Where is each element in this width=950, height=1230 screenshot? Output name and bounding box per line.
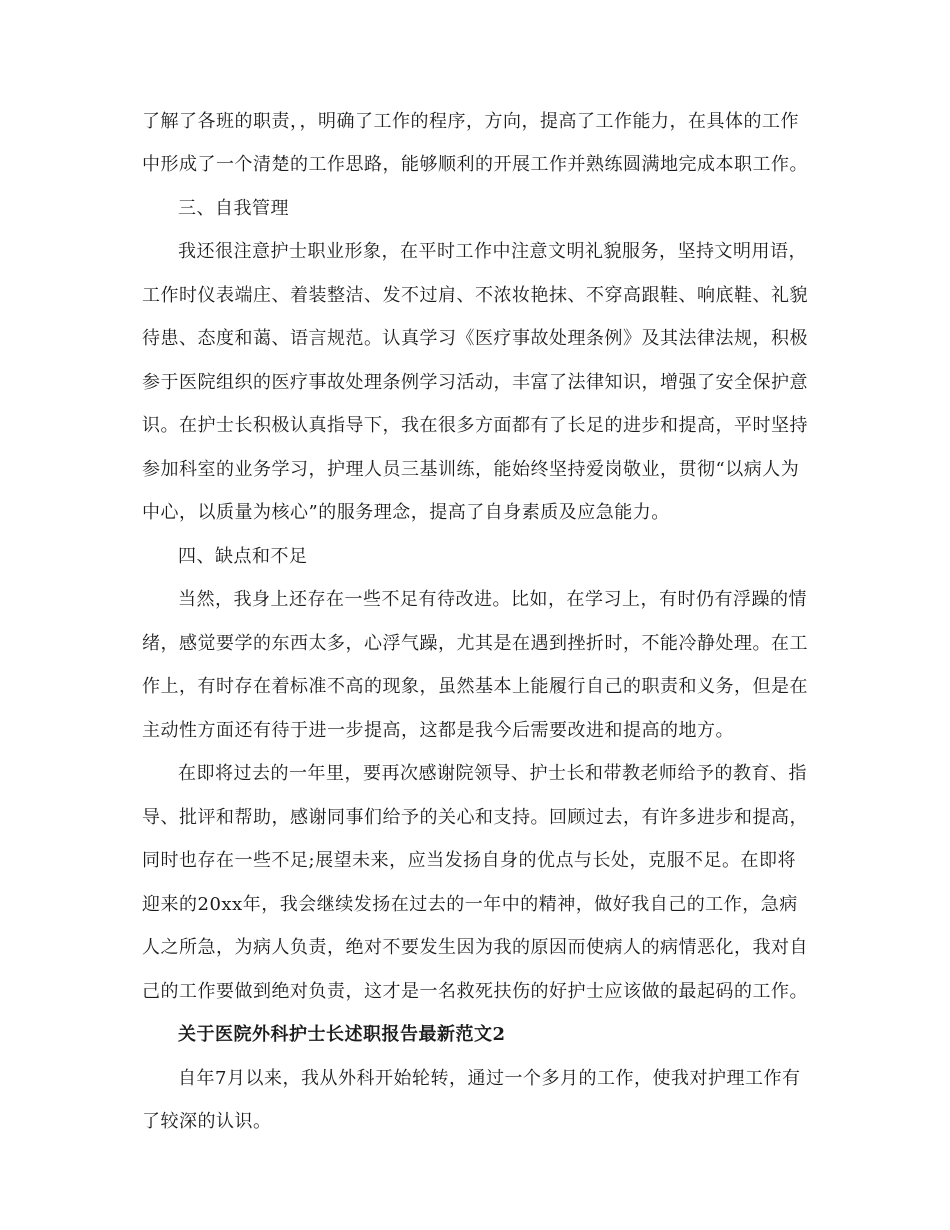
paragraph-line: 主动性方面还有待于进一步提高，这都是我今后需要改进和提高的地方。: [142, 720, 734, 741]
paragraph-line: 当然，我身上还存在一些不足有待改进。比如，在学习上，有时仍有浮躁的情: [178, 589, 807, 610]
paragraph-line: 自年7月以来，我从外科开始轮转，通过一个多月的工作，使我对护理工作有: [178, 1068, 801, 1089]
paragraph-line: 工作时仪表端庄、着装整洁、发不过肩、不浓妆艳抹、不穿高跟鞋、响底鞋、礼貌: [142, 285, 808, 306]
paragraph-line: 了较深的认识。: [142, 1111, 272, 1132]
paragraph-line: 我还很注意护士职业形象，在平时工作中注意文明礼貌服务，坚持文明用语，: [178, 241, 807, 262]
paragraph-line: 同时也存在一些不足;展望未来，应当发扬自身的优点与长处，克服不足。在即将: [142, 850, 797, 871]
paragraph-line: 作上，有时存在着标准不高的现象，虽然基本上能履行自己的职责和义务，但是在: [142, 676, 808, 697]
section-heading: 三、自我管理: [178, 198, 289, 219]
paragraph-line: 绪，感觉要学的东西太多，心浮气躁，尤其是在遇到挫折时，不能冷静处理。在工: [142, 633, 808, 654]
paragraph-line: 中心，以质量为核心”的服务理念，提高了自身素质及应急能力。: [142, 502, 670, 523]
paragraph-line: 人之所急，为病人负责，绝对不要发生因为我的原因而使病人的病情恶化，我对自: [142, 937, 808, 958]
paragraph-line: 迎来的20xx年，我会继续发扬在过去的一年中的精神，做好我自己的工作，急病: [142, 894, 798, 915]
paragraph-line: 己的工作要做到绝对负责，这才是一名救死扶伤的好护士应该做的最起码的工作。: [142, 981, 808, 1002]
paragraph-line: 待患、态度和蔼、语言规范。认真学习《医疗事故处理条例》及其法律法规，积极: [142, 328, 808, 349]
paragraph-line: 中形成了一个清楚的工作思路，能够顺利的开展工作并熟练圆满地完成本职工作。: [142, 154, 808, 175]
paragraph-line: 了解了各班的职责，，明确了工作的程序，方向，提高了工作能力，在具体的工作: [142, 111, 799, 132]
article-title: 关于医院外科护士长述职报告最新范文2: [178, 1024, 506, 1045]
paragraph-line: 参加科室的业务学习，护理人员三基训练，能始终坚持爱岗敬业，贯彻“以病人为: [142, 459, 800, 480]
paragraph-line: 识。在护士长积极认真指导下，我在很多方面都有了长足的进步和提高，平时坚持: [142, 415, 808, 436]
paragraph-line: 参于医院组织的医疗事故处理条例学习活动，丰富了法律知识，增强了安全保护意: [142, 372, 808, 393]
paragraph-line: 导、批评和帮助，感谢同事们给予的关心和支持。回顾过去，有许多进步和提高，: [142, 807, 808, 828]
section-heading: 四、缺点和不足: [178, 546, 308, 567]
paragraph-line: 在即将过去的一年里，要再次感谢院领导、护士长和带教老师给予的教育、指: [178, 763, 807, 784]
